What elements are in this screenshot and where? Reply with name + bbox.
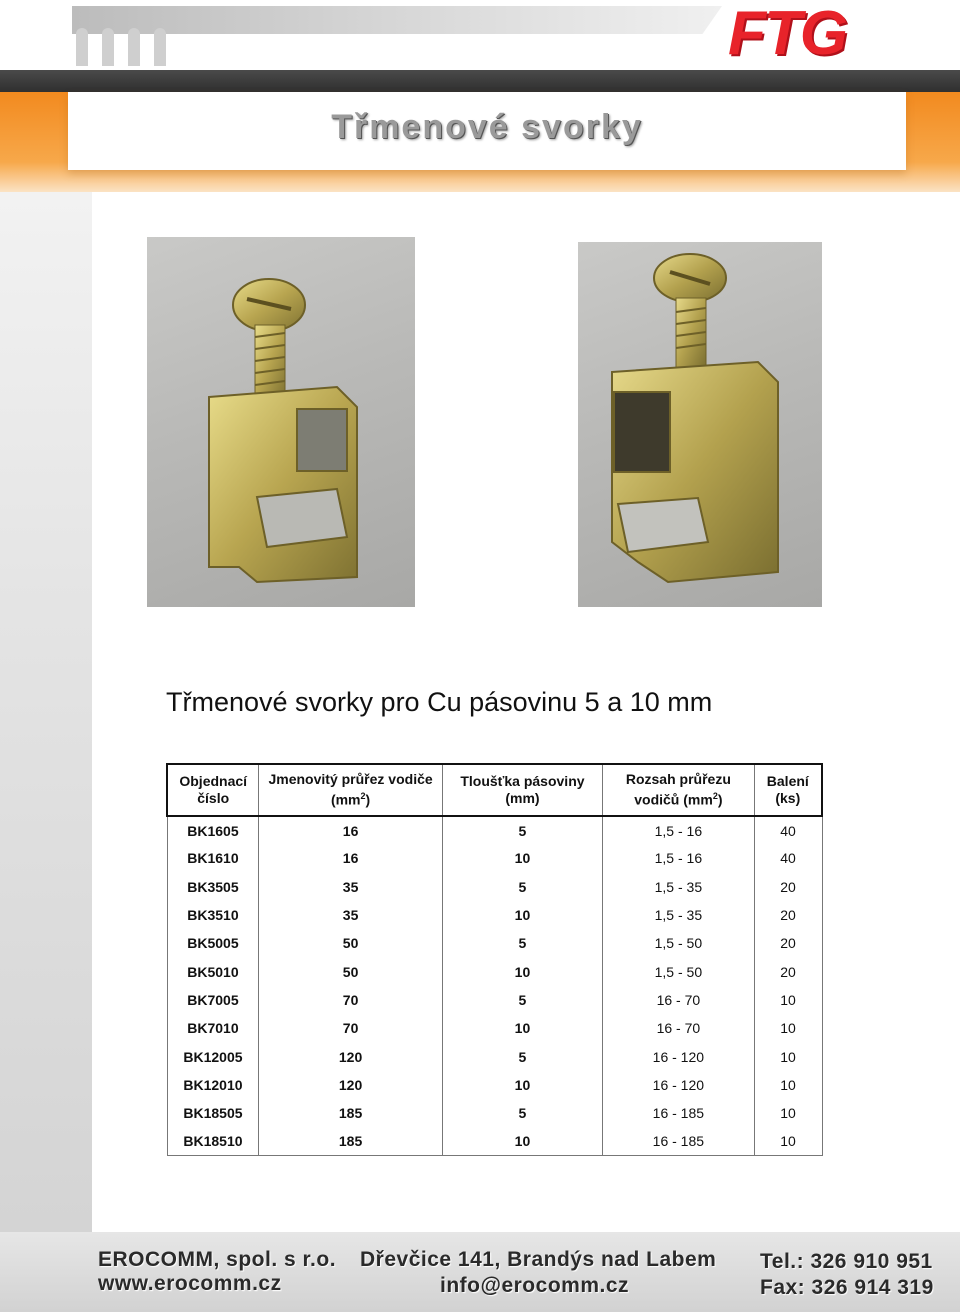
table-cell: 20: [754, 957, 822, 985]
footer-phone: Tel.: 326 910 951: [760, 1250, 933, 1273]
table-cell: BK1605: [167, 816, 259, 844]
table-cell: 10: [754, 986, 822, 1014]
table-cell: BK12010: [167, 1071, 259, 1099]
table-cell: 5: [442, 986, 602, 1014]
header-order-number: Objednací číslo: [167, 764, 259, 816]
footer-email-link[interactable]: info@erocomm.cz: [440, 1274, 630, 1297]
clamp-illustration-right: [578, 242, 822, 607]
table-cell: 70: [259, 986, 442, 1014]
table-cell: 10: [754, 1014, 822, 1042]
table-row: [167, 1099, 822, 1127]
title-box: [68, 92, 906, 170]
left-decorative-strip: [0, 192, 92, 1232]
table-cell: 5: [442, 929, 602, 957]
table-row: [167, 929, 822, 957]
table-cell: 10: [754, 1099, 822, 1127]
table-row: [167, 844, 822, 872]
table-cell: 5: [442, 873, 602, 901]
header-strip-thickness: Tloušťka pásoviny (mm): [442, 764, 602, 816]
footer-fax: Fax: 326 914 319: [760, 1276, 934, 1299]
table-cell: BK3510: [167, 901, 259, 929]
table-cell: 40: [754, 844, 822, 872]
table-cell: 20: [754, 929, 822, 957]
table-cell: BK5010: [167, 957, 259, 985]
table-row: [167, 873, 822, 901]
table-cell: 16 - 185: [603, 1127, 754, 1155]
header-dark-bar: [0, 70, 960, 92]
table-cell: 120: [259, 1042, 442, 1070]
spec-table: [166, 763, 823, 1156]
header-conductor-range: Rozsah průřezu vodičů $(mm^2)$: [603, 764, 754, 816]
clamp-illustration-left: [147, 237, 415, 607]
table-cell: 1,5 - 35: [603, 873, 754, 901]
table-cell: 185: [259, 1099, 442, 1127]
table-cell: 185: [259, 1127, 442, 1155]
table-cell: 1,5 - 35: [603, 901, 754, 929]
page-title: Třmenové svorky: [331, 108, 643, 146]
brand-graphic-logo: [72, 6, 732, 66]
table-cell: 10: [442, 957, 602, 985]
table-row: [167, 1014, 822, 1042]
product-photo-left: [147, 237, 415, 607]
table-cell: 10: [442, 1071, 602, 1099]
top-header: [0, 0, 960, 70]
footer-web-link[interactable]: www.erocomm.cz: [98, 1272, 282, 1295]
table-header-row: [167, 764, 822, 816]
table-row: [167, 1071, 822, 1099]
table-cell: 16 - 120: [603, 1042, 754, 1070]
table-cell: BK7010: [167, 1014, 259, 1042]
table-cell: BK12005: [167, 1042, 259, 1070]
table-cell: 10: [754, 1127, 822, 1155]
table-cell: 16 - 185: [603, 1099, 754, 1127]
table-row: [167, 1127, 822, 1155]
header-package: Balení (ks): [754, 764, 822, 816]
table-cell: 10: [442, 1127, 602, 1155]
table-cell: 1,5 - 16: [603, 816, 754, 844]
table-cell: 5: [442, 816, 602, 844]
table-cell: 10: [442, 1014, 602, 1042]
table-cell: BK1610: [167, 844, 259, 872]
table-cell: 16 - 70: [603, 986, 754, 1014]
table-cell: 1,5 - 50: [603, 929, 754, 957]
table-cell: 120: [259, 1071, 442, 1099]
table-cell: 10: [442, 844, 602, 872]
table-row: [167, 957, 822, 985]
product-photo-right: [578, 242, 822, 607]
section-subtitle: Třmenové svorky pro Cu pásovinu 5 a 10 mm: [166, 687, 713, 717]
table-row: [167, 816, 822, 844]
table-cell: 50: [259, 929, 442, 957]
table-cell: 70: [259, 1014, 442, 1042]
footer-address: Dřevčice 141, Brandýs nad Labem: [360, 1248, 717, 1271]
table-cell: 16: [259, 844, 442, 872]
table-cell: 5: [442, 1042, 602, 1070]
table-body: [167, 816, 822, 1156]
ftg-logo: [728, 0, 888, 68]
table-cell: 40: [754, 816, 822, 844]
table-cell: 16: [259, 816, 442, 844]
table-cell: BK3505: [167, 873, 259, 901]
table-cell: BK7005: [167, 986, 259, 1014]
footer-company: EROCOMM, spol. s r.o.: [98, 1248, 337, 1271]
footer: [0, 1232, 960, 1312]
table-cell: 20: [754, 873, 822, 901]
table-cell: 5: [442, 1099, 602, 1127]
ftg-logo-text: FTG: [728, 0, 846, 68]
table-cell: 35: [259, 901, 442, 929]
table-cell: 10: [754, 1042, 822, 1070]
table-cell: 10: [754, 1071, 822, 1099]
table-row: [167, 901, 822, 929]
table-cell: BK5005: [167, 929, 259, 957]
table-cell: BK18510: [167, 1127, 259, 1155]
table-row: [167, 1042, 822, 1070]
table-cell: 20: [754, 901, 822, 929]
table-cell: 10: [442, 901, 602, 929]
table-row: [167, 986, 822, 1014]
table-cell: 1,5 - 50: [603, 957, 754, 985]
table-cell: 35: [259, 873, 442, 901]
table-cell: 1,5 - 16: [603, 844, 754, 872]
header-nominal-cross-section: Jmenovitý průřez vodiče $(mm^2)$: [259, 764, 442, 816]
table-cell: 16 - 70: [603, 1014, 754, 1042]
table-cell: 16 - 120: [603, 1071, 754, 1099]
table-cell: BK18505: [167, 1099, 259, 1127]
table-cell: 50: [259, 957, 442, 985]
